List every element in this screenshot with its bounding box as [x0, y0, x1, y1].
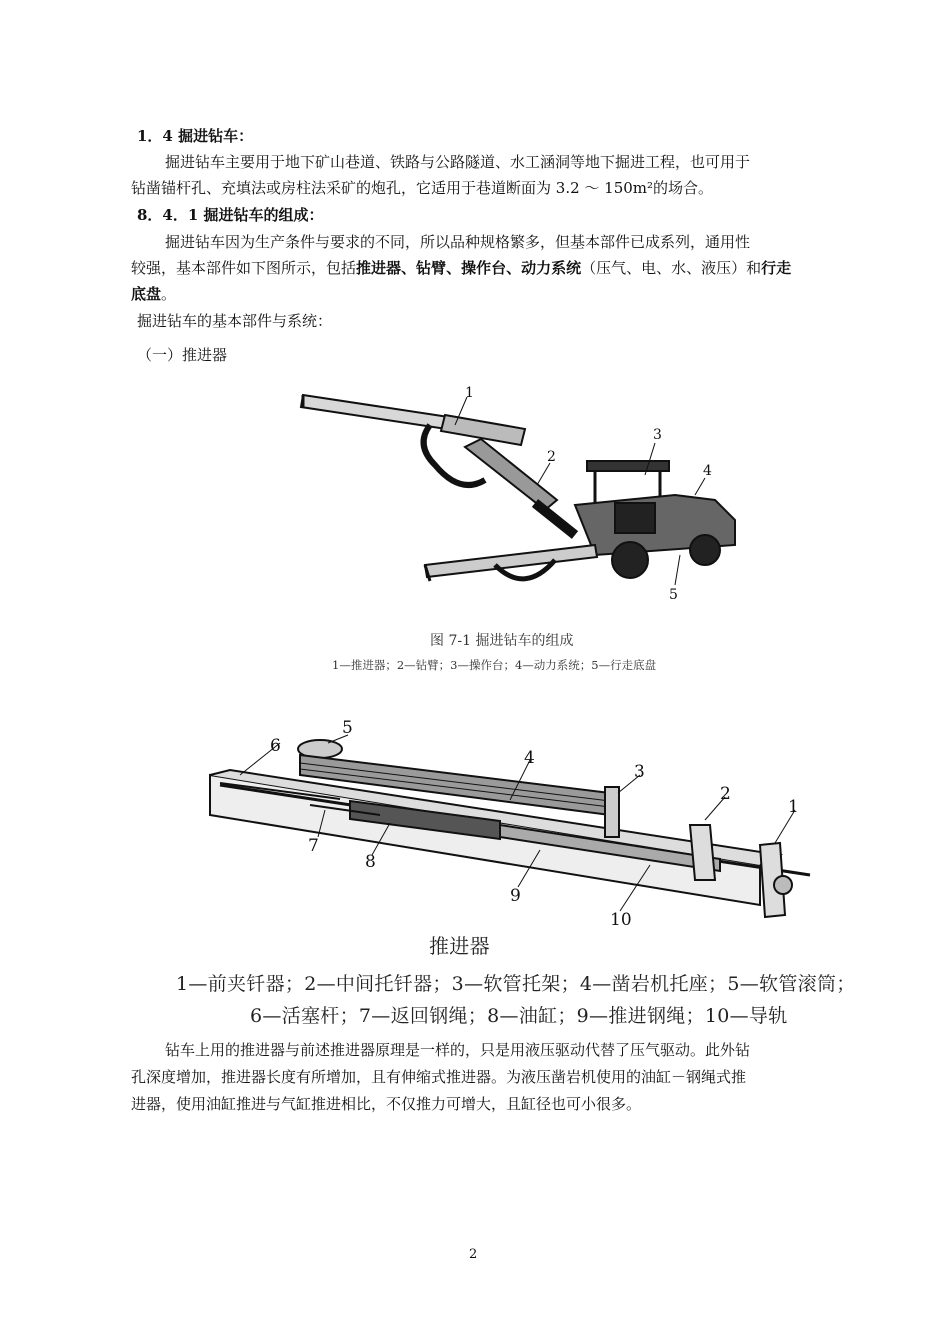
propeller-label-8: 8 [365, 852, 376, 872]
figure-2-legend-line-1: 1—前夹钎器；2—中间托钎器；3—软管托架；4—凿岩机托座；5—软管滚筒； [176, 973, 856, 995]
components-text: 较强，基本部件如下图所示，包括 [131, 259, 357, 277]
closing-line-2: 孔深度增加，推进器长度有所增加，且有伸缩式推进器。为液压凿岩机使用的油缸－钢绳式推 [131, 1068, 747, 1086]
term-sep: 、 [401, 259, 417, 277]
propeller-label-3: 3 [634, 762, 645, 782]
jumbo-label-3: 3 [653, 427, 662, 443]
components-text: （压气、电、水、液压）和 [581, 259, 762, 277]
propeller-figure [200, 715, 825, 930]
figure-2-legend-line-2: 6—活塞杆；7—返回钢绳；8—油缸；9—推进钢绳；10—导轨 [250, 1005, 788, 1027]
propeller-label-1: 1 [788, 797, 799, 817]
figure-1-caption: 图 7-1 掘进钻车的组成 [430, 633, 574, 649]
propeller-label-4: 4 [524, 748, 535, 768]
jumbo-label-5: 5 [669, 587, 678, 603]
components-line-2 [131, 258, 791, 278]
intro-line-1: 掘进钻车主要用于地下矿山巷道、铁路与公路隧道、水工涵洞等地下掘进工程，也可用于 [165, 153, 751, 171]
heading-8-4-1: 8．4．1 掘进钻车的组成： [137, 206, 324, 224]
components-line-3 [131, 284, 176, 304]
jumbo-label-1: 1 [465, 385, 474, 401]
propeller-label-10: 10 [610, 910, 632, 930]
propeller-label-5: 5 [342, 718, 353, 738]
term-sep: 、 [446, 259, 462, 277]
term-boom: 钻臂 [416, 259, 447, 277]
jumbo-label-4: 4 [703, 463, 712, 479]
intro-line-2: 钻凿锚杆孔、充填法或房柱法采矿的炮孔，它适用于巷道断面为 3.2 ～ 150m²的场合。 [131, 179, 714, 197]
term-chassis-b: 底盘 [131, 285, 162, 303]
figure-2-title: 推进器 [429, 934, 490, 958]
figure-1-legend: 1—推进器；2—钻臂；3—操作台；4—动力系统；5—行走底盘 [332, 658, 657, 672]
term-chassis-a: 行走 [761, 259, 792, 277]
propeller-label-6: 6 [270, 736, 281, 756]
heading-1-4: 1．4 掘进钻车： [137, 127, 254, 145]
components-line-1: 掘进钻车因为生产条件与要求的不同，所以品种规格繁多，但基本部件已成系列，通用性 [165, 233, 751, 251]
term-power-system: 动力系统 [521, 259, 582, 277]
page-number: 2 [469, 1247, 478, 1262]
term-propeller: 推进器 [356, 259, 402, 277]
closing-line-3: 进器，使用油缸推进与气缸推进相比，不仅推力可增大，且缸径也可小很多。 [131, 1095, 642, 1113]
sub-heading-propeller: （一）推进器 [137, 346, 228, 364]
drill-jumbo-figure [295, 385, 755, 605]
basic-parts-line: 掘进钻车的基本部件与系统： [137, 312, 333, 330]
closing-line-1: 钻车上用的推进器与前述推进器原理是一样的，只是用液压驱动代替了压气驱动。此外钻 [165, 1041, 751, 1059]
jumbo-label-2: 2 [547, 449, 556, 465]
term-sep: 、 [506, 259, 522, 277]
components-end: 。 [161, 285, 177, 303]
propeller-label-9: 9 [510, 886, 521, 906]
propeller-label-7: 7 [308, 836, 319, 856]
propeller-label-2: 2 [720, 784, 731, 804]
term-console: 操作台 [461, 259, 507, 277]
